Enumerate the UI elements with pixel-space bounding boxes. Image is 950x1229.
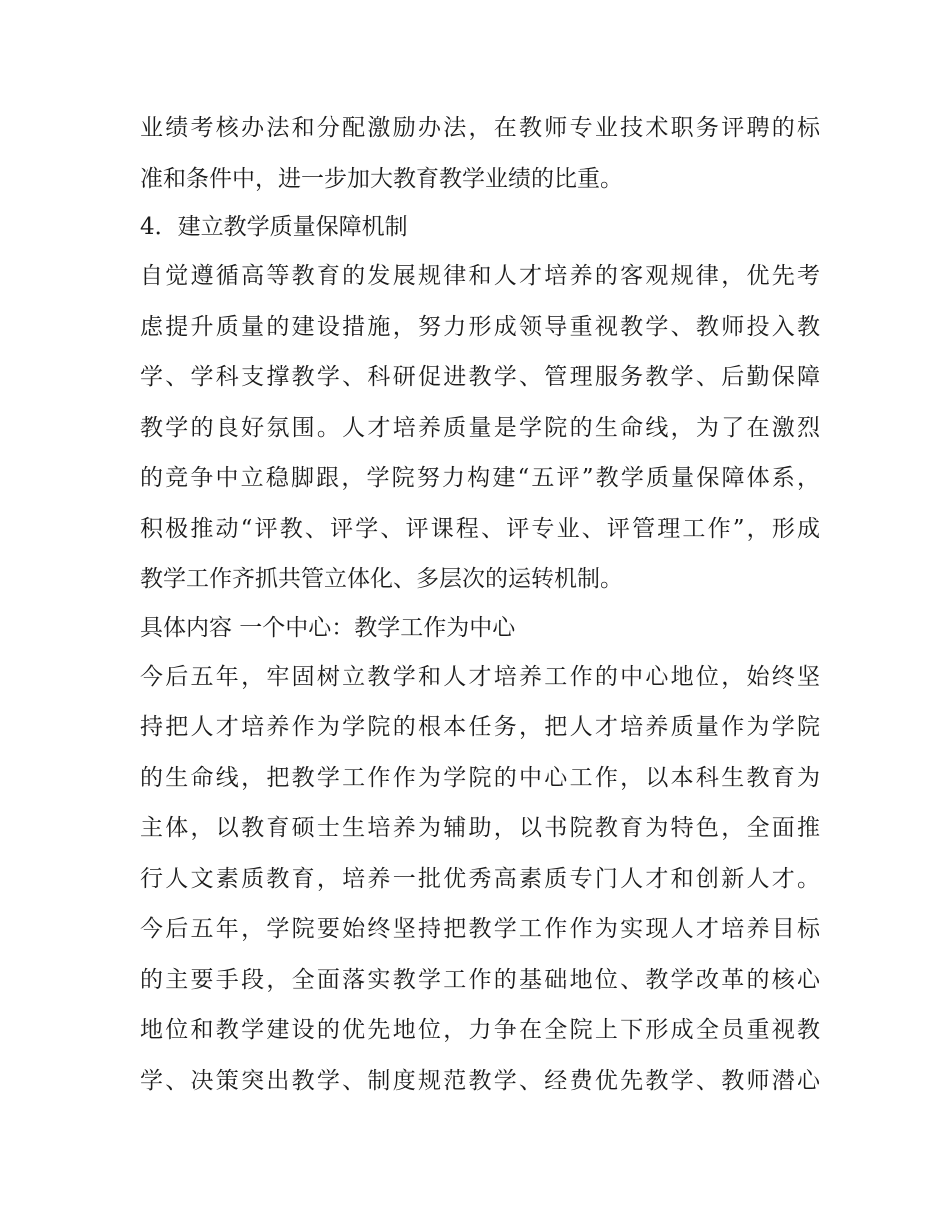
text-line: 自觉遵循高等教育的发展规律和人才培养的客观规律，优先考: [140, 263, 820, 289]
text-line: 行人文素质教育，培养一批优秀高素质专门人才和创新人才。: [140, 865, 820, 892]
text-line: 虑提升质量的建设措施，努力形成领导重视教学、教师投入教: [140, 313, 820, 340]
text-line: 主体，以教育硕士生培养为辅助，以书院教育为特色，全面推: [140, 815, 820, 841]
document-body: [140, 103, 820, 1106]
text-line: 教学工作齐抓共管立体化、多层次的运转机制。: [140, 566, 623, 592]
text-line: 今后五年，学院要始终坚持把教学工作作为实现人才培养目标: [140, 916, 820, 942]
text-line: 学、学科支撑教学、科研促进教学、管理服务教学、后勤保障: [140, 364, 820, 390]
subheading: 具体内容 一个中心：教学工作为中心: [140, 614, 516, 641]
text-line: 准和条件中，进一步加大教育教学业绩的比重。: [140, 165, 623, 192]
text-line: 学、决策突出教学、制度规范教学、经费优先教学、教师潜心: [140, 1067, 820, 1094]
text-line: 的竞争中立稳脚跟，学院努力构建“五评”教学质量保障体系，: [140, 465, 820, 491]
text-line: 今后五年，牢固树立教学和人才培养工作的中心地位，始终坚: [140, 663, 820, 690]
paragraph-teaching-priority: [140, 904, 820, 1106]
text-line: 教学的良好氛围。人才培养质量是学院的生命线，为了在激烈: [140, 414, 820, 441]
section-heading: 4．建立教学质量保障机制: [140, 214, 408, 240]
text-line: 的生命线，把教学工作作为学院的中心工作，以本科生教育为: [140, 764, 820, 791]
text-line: 地位和教学建设的优先地位，力争在全院上下形成全员重视教: [140, 1017, 820, 1043]
paragraph-quality-assurance: [140, 251, 820, 605]
paragraph-performance: [140, 103, 820, 204]
text-line: 积极推动“评教、评学、评课程、评专业、评管理工作”，形成: [140, 515, 820, 542]
paragraph-teaching-center: [140, 652, 820, 905]
text-line: 的主要手段，全面落实教学工作的基础地位、教学改革的核心: [140, 966, 820, 993]
text-line: 持把人才培养作为学院的根本任务，把人才培养质量作为学院: [140, 714, 820, 740]
text-line: 业绩考核办法和分配激励办法，在教师专业技术职务评聘的标: [140, 115, 820, 141]
